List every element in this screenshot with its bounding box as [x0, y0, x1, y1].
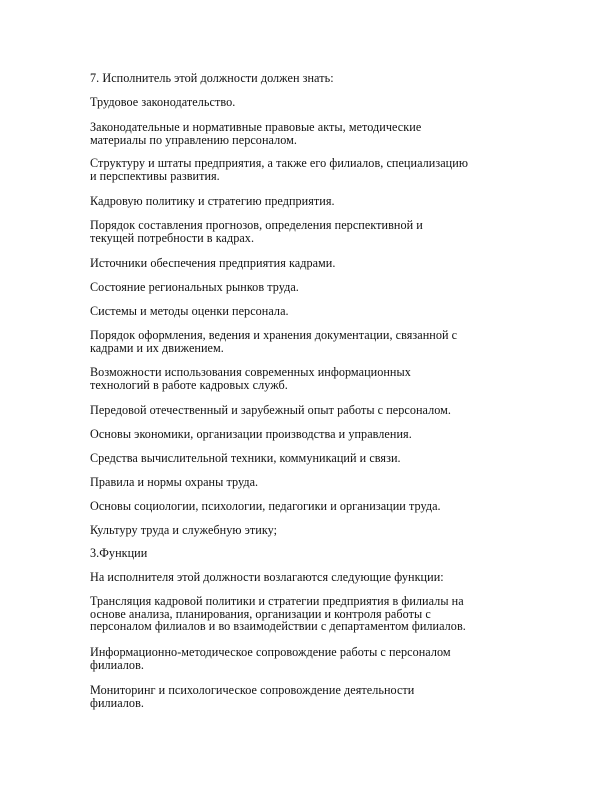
paragraph: [90, 571, 530, 584]
text-line: Источники обеспечения предприятия кадрами.: [90, 256, 336, 270]
paragraph: [90, 428, 530, 441]
paragraph: [90, 257, 530, 270]
text-line: Структуру и штаты предприятия, а также его филиалов, специализацию: [90, 156, 468, 170]
paragraph: [90, 595, 530, 633]
paragraph: [90, 281, 530, 294]
text-line: Порядок составления прогнозов, определения перспективной и: [90, 218, 423, 232]
text-line: Культуру труда и служебную этику;: [90, 523, 278, 537]
text-line: Трудовое законодательство.: [90, 95, 236, 109]
paragraph: [90, 195, 530, 208]
paragraph: [90, 157, 530, 182]
paragraph: [90, 684, 530, 709]
text-line: Законодательные и нормативные правовые акты, методические: [90, 120, 422, 134]
text-line: текущей потребности в кадрах.: [90, 230, 255, 245]
text-line: Системы и методы оценки персонала.: [90, 304, 289, 318]
text-line: Средства вычислительной техники, коммуникаций и связи.: [90, 451, 401, 465]
paragraph: [90, 305, 530, 318]
paragraph: [90, 96, 530, 109]
text-line: Трансляция кадровой политики и стратегии предприятия в филиалы на: [90, 594, 464, 608]
text-line: материалы по управлению персоналом.: [90, 132, 297, 147]
text-line: Состояние региональных рынков труда.: [90, 280, 299, 294]
text-line: основе анализа, планирования, организации и контроля работы с: [90, 606, 431, 621]
text-line: кадрами и их движением.: [90, 340, 224, 355]
text-line: Порядок оформления, ведения и хранения документации, связанной с: [90, 328, 458, 342]
text-line: 3.Функции: [90, 546, 148, 560]
paragraph: [90, 500, 530, 513]
paragraph: [90, 404, 530, 417]
paragraph: [90, 366, 530, 391]
text-line: технологий в работе кадровых служб.: [90, 377, 288, 392]
text-line: персоналом филиалов и во взаимодействии с департаментом филиалов.: [90, 619, 466, 634]
text-line: филиалов.: [90, 695, 144, 710]
text-line: Правила и нормы охраны труда.: [90, 475, 259, 489]
text-line: На исполнителя этой должности возлагаются следующие функции:: [90, 570, 444, 584]
paragraph: [90, 646, 530, 671]
text-line: Основы социологии, психологии, педагогики и организации труда.: [90, 499, 441, 513]
text-line: Передовой отечественный и зарубежный опыт работы с персоналом.: [90, 403, 452, 417]
paragraph: [90, 219, 530, 244]
text-line: Основы экономики, организации производства и управления.: [90, 427, 412, 441]
paragraph: [90, 329, 530, 354]
text-line: филиалов.: [90, 657, 144, 672]
paragraph: [90, 476, 530, 489]
paragraph: [90, 524, 530, 537]
text-line: Кадровую политику и стратегию предприятия.: [90, 194, 335, 208]
paragraph: [90, 72, 530, 85]
section-heading: [90, 547, 530, 560]
text-line: Возможности использования современных информационных: [90, 365, 411, 379]
text-line: и перспективы развития.: [90, 168, 220, 183]
paragraph: [90, 452, 530, 465]
paragraph: [90, 121, 530, 146]
text-line: 7. Исполнитель этой должности должен знать:: [90, 71, 334, 85]
text-line: Мониторинг и психологическое сопровождение деятельности: [90, 683, 415, 697]
text-line: Информационно-методическое сопровождение работы с персоналом: [90, 645, 451, 659]
